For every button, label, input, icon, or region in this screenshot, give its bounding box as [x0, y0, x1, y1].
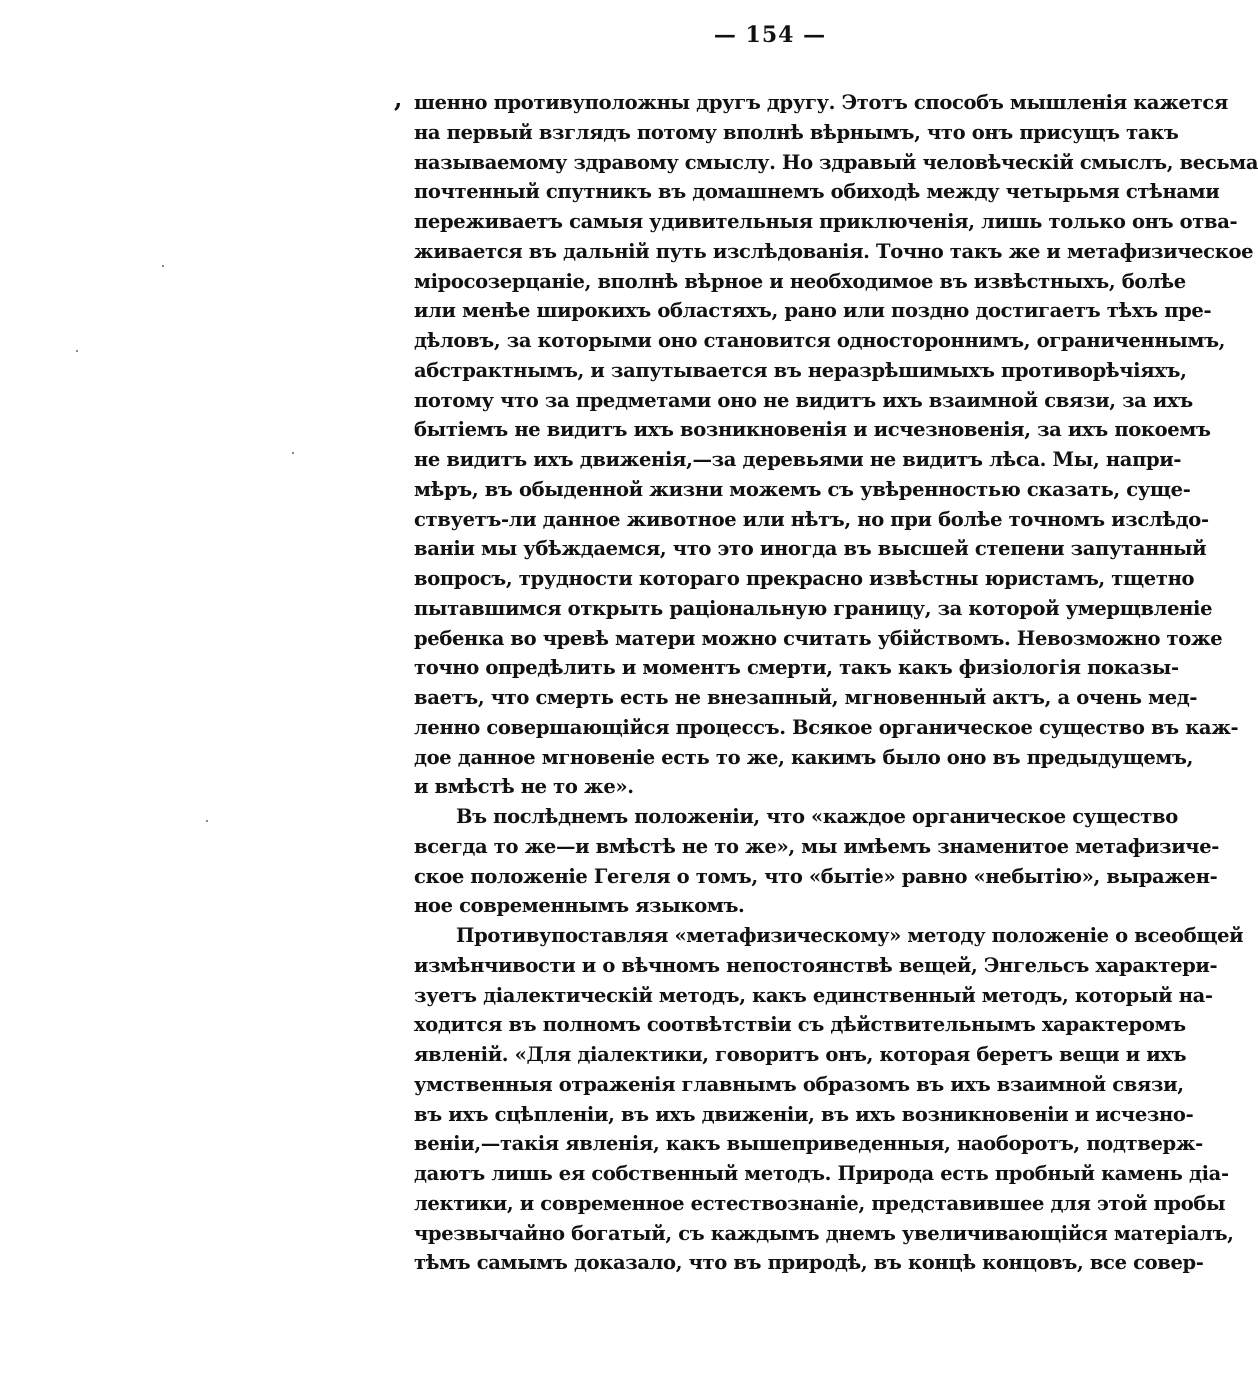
scan-speck — [292, 452, 294, 454]
text-line: на первый взглядъ потому вполнѣ вѣрнымъ, что онъ присущъ такъ — [414, 120, 1179, 144]
text-line: явленій. «Для діалектики, говоритъ онъ, которая беретъ вещи и ихъ — [414, 1043, 1187, 1066]
text-line: шенно противуположны другъ другу. Этотъ способъ мышленія кажется — [414, 91, 1228, 114]
scan-speck — [162, 265, 164, 267]
text-line: ходится въ полномъ соотвѣтствіи съ дѣйствительнымъ характеромъ — [414, 1013, 1186, 1037]
text-line: всегда то же—и вмѣстѣ не то же», мы имѣемъ знаменитое метафизиче- — [414, 834, 1220, 858]
text-line: зуетъ діалектическій методъ, какъ единственный методъ, который на- — [414, 983, 1213, 1007]
text-line: тѣмъ самымъ доказало, что въ природѣ, въ концѣ концовъ, все совер- — [414, 1251, 1204, 1275]
text-line: почтенный спутникъ въ домашнемъ обиходѣ между четырьмя стѣнами — [414, 180, 1220, 204]
text-line: или менѣе широкихъ областяхъ, рано или поздно достигаетъ тѣхъ пре- — [414, 299, 1212, 323]
paragraph — [414, 921, 1244, 1278]
text-line: ское положеніе Гегеля о томъ, что «бытіе» равно «небытію», выражен- — [414, 864, 1218, 888]
text-line: веніи,—такія явленія, какъ вышеприведенныя, наоборотъ, подтверж- — [414, 1132, 1203, 1156]
text-line: Противупоставляя «метафизическому» методу положеніе о всеобщей — [456, 924, 1244, 947]
scan-speck — [206, 820, 208, 822]
text-line: вопросъ, трудности котораго прекрасно извѣстны юристамъ, тщетно — [414, 567, 1195, 590]
text-line: живается въ дальній путь изслѣдованія. Точно такъ же и метафизическое — [414, 239, 1254, 263]
text-line: въ ихъ сцѣпленіи, въ ихъ движеніи, въ ихъ возникновеніи и исчезно- — [414, 1102, 1194, 1126]
text-line: міросозерцаніе, вполнѣ вѣрное и необходимое въ извѣстныхъ, болѣе — [414, 269, 1186, 293]
text-line: точно опредѣлить и моментъ смерти, такъ какъ физіологія показы- — [414, 656, 1179, 680]
paragraph — [414, 88, 1258, 802]
text-line: лектики, и современное естествознаніе, представившее для этой пробы — [414, 1191, 1226, 1215]
scan-speck — [76, 350, 78, 352]
text-line: даютъ лишь ея собственный методъ. Природа есть пробный камень діа- — [414, 1162, 1229, 1185]
text-line: ленно совершающійся процессъ. Всякое органическое существо въ каж- — [414, 715, 1239, 739]
text-line: ребенка во чревѣ матери можно считать убійствомъ. Невозможно тоже — [414, 626, 1223, 650]
paragraph — [414, 802, 1220, 921]
text-line: ное современнымъ языкомъ. — [414, 894, 745, 918]
text-line: потому что за предметами оно не видитъ ихъ взаимной связи, за ихъ — [414, 388, 1193, 412]
text-line: переживаетъ самыя удивительныя приключенія, лишь только онъ отва- — [414, 210, 1238, 233]
text-line: называемому здравому смыслу. Но здравый человѣческій смыслъ, весьма — [414, 150, 1258, 174]
text-line: абстрактнымъ, и запутывается въ неразрѣшимыхъ противорѣчіяхъ, — [414, 358, 1187, 382]
text-line: и вмѣстѣ не то же». — [414, 775, 634, 799]
text-line: дое данное мгновеніе есть то же, какимъ было оно въ предыдущемъ, — [414, 745, 1194, 769]
text-line: ствуетъ-ли данное животное или нѣтъ, но при болѣе точномъ изслѣдо- — [414, 507, 1209, 531]
text-line: мѣръ, въ обыденной жизни можемъ съ увѣренностью сказать, суще- — [414, 477, 1191, 501]
text-line: чрезвычайно богатый, съ каждымъ днемъ увеличивающійся матеріалъ, — [414, 1221, 1234, 1245]
margin-mark: , — [394, 84, 403, 113]
text-line: ваетъ, что смерть есть не внезапный, мгновенный актъ, а очень мед- — [414, 686, 1198, 709]
text-line: не видитъ ихъ движенія,—за деревьями не видитъ лѣса. Мы, напри- — [414, 448, 1182, 471]
text-line: бытіемъ не видитъ ихъ возникновенія и исчезновенія, за ихъ покоемъ — [414, 418, 1211, 442]
text-line: измѣнчивости и о вѣчномъ непостоянствѣ вещей, Энгельсъ характери- — [414, 953, 1218, 977]
text-line: дѣловъ, за которыми оно становится одностороннимъ, ограниченнымъ, — [414, 329, 1226, 352]
text-line: пытавшимся открыть раціональную границу, за которой умерщвленіе — [414, 596, 1213, 620]
text-line: умственныя отраженія главнымъ образомъ въ ихъ взаимной связи, — [414, 1072, 1184, 1096]
page-number: — 154 — — [713, 22, 827, 48]
text-line: ваніи мы убѣждаемся, что это иногда въ высшей степени запутанный — [414, 537, 1207, 561]
body-text — [414, 88, 1258, 1278]
text-line: Въ послѣднемъ положеніи, что «каждое органическое существо — [456, 805, 1178, 828]
